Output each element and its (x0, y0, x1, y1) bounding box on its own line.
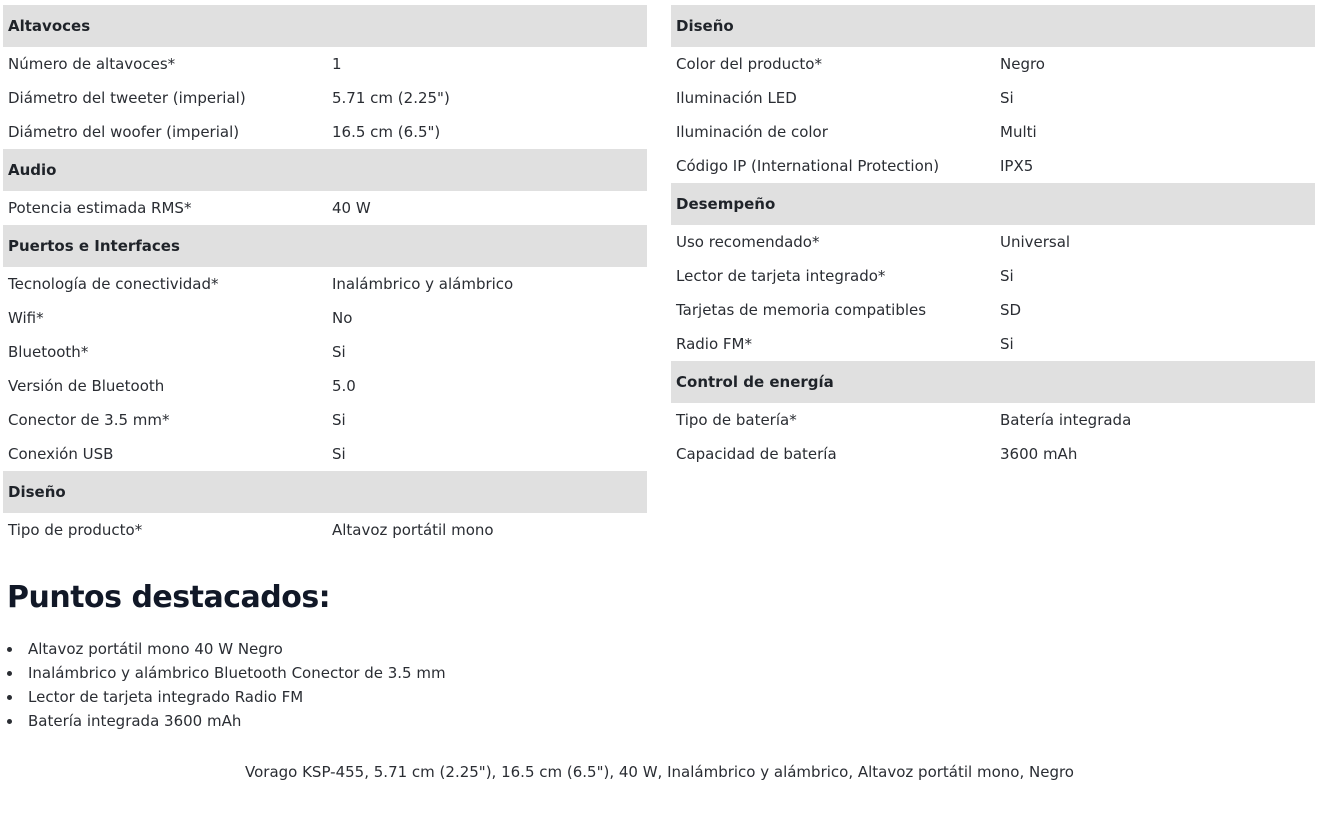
spec-key: Iluminación de color (676, 123, 828, 141)
section-header-puertos: Puertos e Interfaces (3, 225, 647, 267)
highlight-text: Inalámbrico y alámbrico Bluetooth Conector de 3.5 mm (28, 664, 446, 682)
spec-value: 5.0 (332, 377, 356, 395)
spec-row (3, 267, 647, 301)
spec-row (671, 403, 1315, 437)
spec-key: Diámetro del tweeter (imperial) (8, 89, 246, 107)
spec-row (3, 115, 647, 149)
section-header-desempeno: Desempeño (671, 183, 1315, 225)
spec-key: Wifi* (8, 309, 44, 327)
bullet-icon (7, 671, 12, 676)
bullet-icon (7, 719, 12, 724)
spec-value: 3600 mAh (1000, 445, 1078, 463)
spec-value: IPX5 (1000, 157, 1034, 175)
spec-key: Tipo de batería* (676, 411, 797, 429)
highlights-section (7, 580, 446, 733)
spec-key: Uso recomendado* (676, 233, 820, 251)
spec-row (671, 149, 1315, 183)
spec-value: Si (1000, 89, 1014, 107)
spec-key: Conexión USB (8, 445, 114, 463)
spec-row (671, 293, 1315, 327)
section-header-diseno-right: Diseño (671, 5, 1315, 47)
spec-value: 16.5 cm (6.5") (332, 123, 441, 141)
spec-value: Si (332, 411, 346, 429)
spec-value: Altavoz portátil mono (332, 521, 494, 539)
highlights-list (7, 637, 446, 733)
list-item (7, 685, 446, 709)
spec-row (3, 369, 647, 403)
spec-row (671, 437, 1315, 471)
spec-row (671, 81, 1315, 115)
spec-key: Diámetro del woofer (imperial) (8, 123, 240, 141)
spec-key: Lector de tarjeta integrado* (676, 267, 886, 285)
product-summary: Vorago KSP-455, 5.71 cm (2.25"), 16.5 cm (6.5"), 40 W, Inalámbrico y alámbrico, Altavoz portátil mono, Negro (245, 763, 1074, 781)
spec-value: No (332, 309, 353, 327)
spec-value: SD (1000, 301, 1022, 319)
spec-key: Tipo de producto* (8, 521, 143, 539)
section-header-audio: Audio (3, 149, 647, 191)
list-item (7, 661, 446, 685)
spec-key: Tecnología de conectividad* (8, 275, 219, 293)
spec-key: Versión de Bluetooth (8, 377, 165, 395)
spec-value: 1 (332, 55, 342, 73)
spec-key: Color del producto* (676, 55, 822, 73)
spec-row (3, 81, 647, 115)
spec-value: Si (332, 445, 346, 463)
highlight-text: Batería integrada 3600 mAh (28, 712, 242, 730)
spec-key: Radio FM* (676, 335, 752, 353)
bullet-icon (7, 647, 12, 652)
spec-row (671, 327, 1315, 361)
list-item (7, 709, 446, 733)
spec-row (3, 47, 647, 81)
spec-key: Capacidad de batería (676, 445, 837, 463)
section-header-energia: Control de energía (671, 361, 1315, 403)
spec-row (671, 225, 1315, 259)
spec-row (3, 437, 647, 471)
spec-key: Iluminación LED (676, 89, 797, 107)
spec-key: Código IP (International Protection) (676, 157, 940, 175)
spec-row (671, 115, 1315, 149)
highlight-text: Lector de tarjeta integrado Radio FM (28, 688, 304, 706)
spec-row (3, 335, 647, 369)
specs-table (3, 5, 1315, 547)
bullet-icon (7, 695, 12, 700)
spec-value: Negro (1000, 55, 1045, 73)
specs-left-column (3, 5, 647, 547)
spec-value: Universal (1000, 233, 1071, 251)
spec-value: Multi (1000, 123, 1037, 141)
spec-key: Bluetooth* (8, 343, 89, 361)
section-header-altavoces: Altavoces (3, 5, 647, 47)
highlight-text: Altavoz portátil mono 40 W Negro (28, 640, 283, 658)
highlights-title: Puntos destacados: (7, 580, 331, 615)
spec-value: Si (332, 343, 346, 361)
spec-key: Número de altavoces* (8, 55, 176, 73)
spec-value: 5.71 cm (2.25") (332, 89, 450, 107)
spec-value: Si (1000, 267, 1014, 285)
spec-value: Batería integrada (1000, 411, 1132, 429)
spec-value: Inalámbrico y alámbrico (332, 275, 514, 293)
spec-key: Potencia estimada RMS* (8, 199, 192, 217)
spec-row (3, 513, 647, 547)
spec-row (3, 403, 647, 437)
specs-right-column (671, 5, 1315, 547)
spec-value: Si (1000, 335, 1014, 353)
spec-value: 40 W (332, 199, 371, 217)
list-item (7, 637, 446, 661)
spec-row (3, 191, 647, 225)
spec-row (671, 47, 1315, 81)
section-header-diseno-left: Diseño (3, 471, 647, 513)
spec-key: Tarjetas de memoria compatibles (676, 301, 927, 319)
spec-row (3, 301, 647, 335)
spec-row (671, 259, 1315, 293)
spec-key: Conector de 3.5 mm* (8, 411, 170, 429)
